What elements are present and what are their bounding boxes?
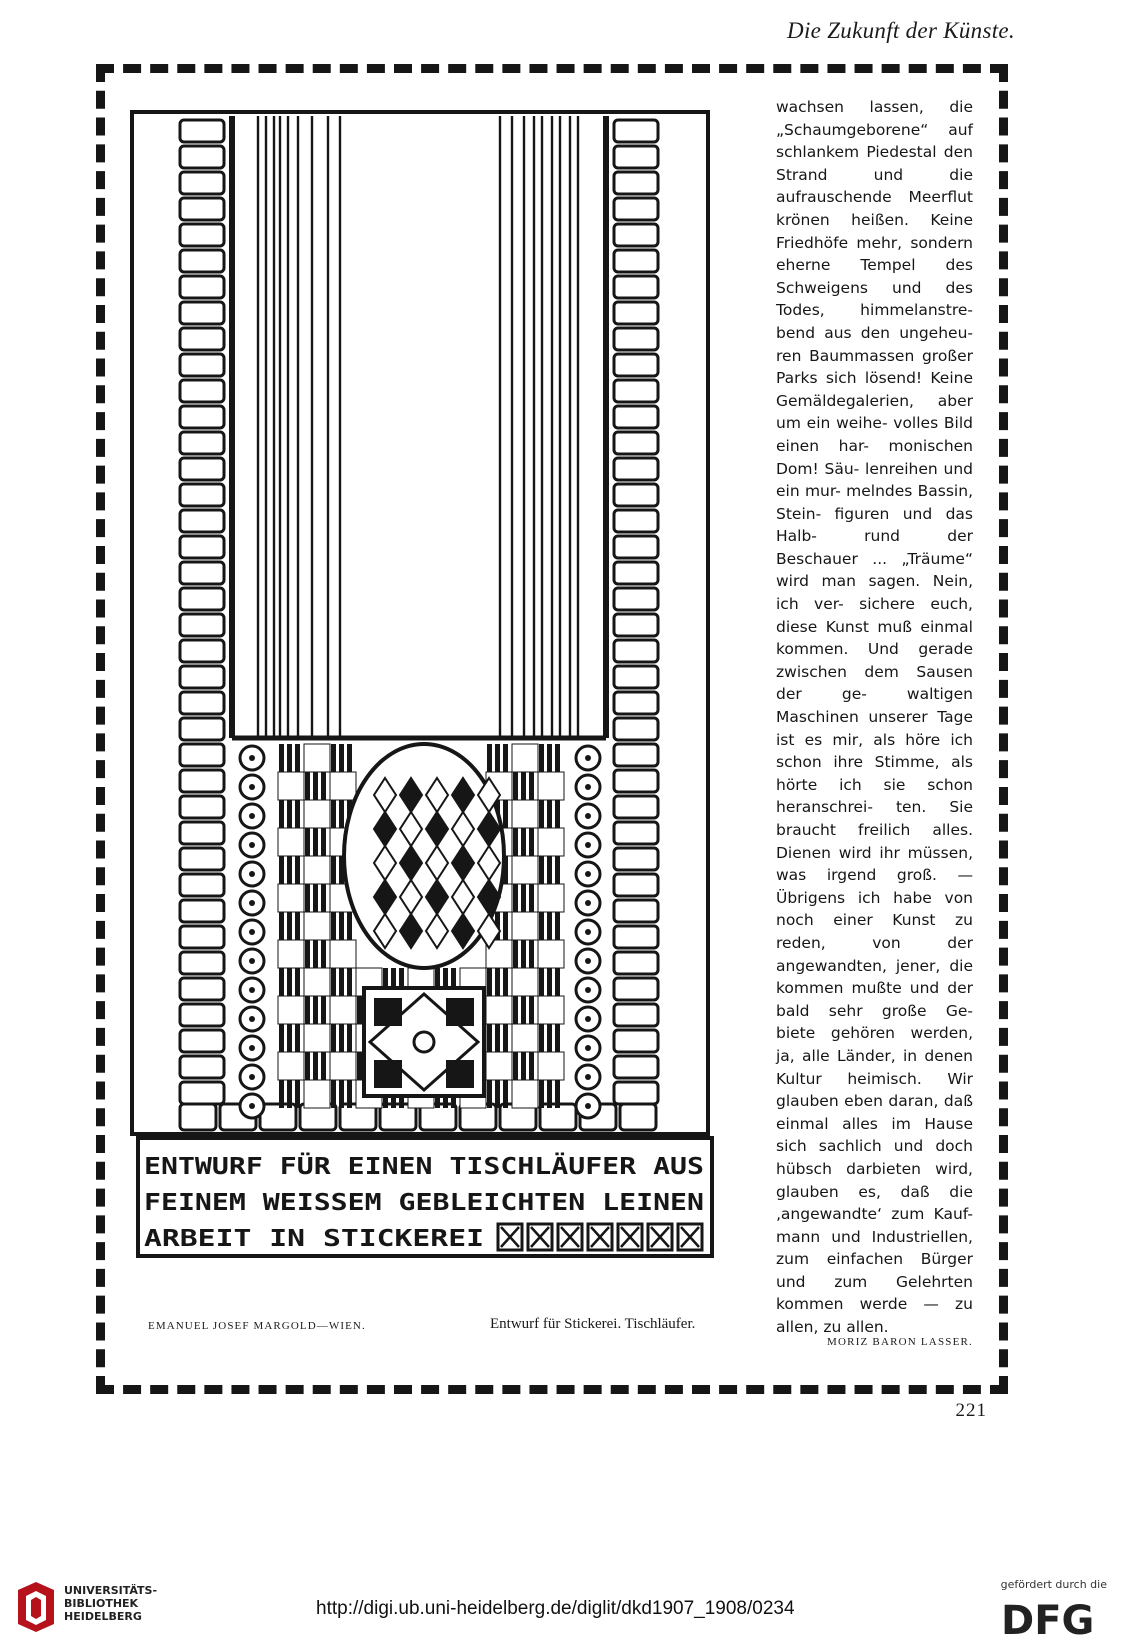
ornament-dot [249, 929, 255, 935]
chain-link [180, 354, 224, 376]
ornament-dot [585, 900, 591, 906]
chain-link [180, 458, 224, 480]
checker-stripe [339, 968, 344, 996]
ornament-dot [249, 755, 255, 761]
chain-link [614, 666, 658, 688]
checker-stripe [279, 800, 284, 828]
chain-link [180, 796, 224, 818]
checker-stripe [513, 828, 518, 856]
checker-cell [304, 800, 330, 828]
checker-stripe [529, 828, 534, 856]
checker-stripe [539, 744, 544, 772]
chain-link [180, 224, 224, 246]
checker-stripe [279, 968, 284, 996]
checker-stripe [295, 968, 300, 996]
checker-cell [278, 884, 304, 912]
checker-cell [538, 828, 564, 856]
ornament-dot [585, 1074, 591, 1080]
chain-link [180, 640, 224, 662]
chain-link [180, 432, 224, 454]
checker-stripe [487, 1080, 492, 1108]
checker-stripe [529, 996, 534, 1024]
checker-stripe [547, 744, 552, 772]
checker-cell [538, 996, 564, 1024]
chain-link [180, 718, 224, 740]
institution-line-3: HEIDELBERG [64, 1610, 142, 1623]
checker-stripe [313, 1052, 318, 1080]
checker-stripe [539, 968, 544, 996]
checker-stripe [555, 800, 560, 828]
chain-link [180, 1104, 216, 1130]
square-motif [364, 988, 484, 1096]
chain-link [614, 1056, 658, 1078]
chain-link [614, 952, 658, 974]
ornament-dot [249, 1045, 255, 1051]
checker-stripe [529, 940, 534, 968]
checker-cell [278, 1052, 304, 1080]
ornament-dot [249, 900, 255, 906]
chain-link [180, 328, 224, 350]
checker-stripe [313, 772, 318, 800]
lettering-ornaments [498, 1224, 702, 1250]
checker-stripe [547, 800, 552, 828]
checker-stripe [503, 744, 508, 772]
motif-block [374, 1060, 402, 1088]
checker-stripe [305, 940, 310, 968]
checker-stripe [287, 856, 292, 884]
ornament-dot [249, 784, 255, 790]
chain-link [180, 1004, 224, 1026]
checker-cell [304, 1080, 330, 1108]
checker-stripe [521, 772, 526, 800]
checker-stripe [287, 912, 292, 940]
chain-link [614, 640, 658, 662]
checker-stripe [495, 744, 500, 772]
right-chain-border [606, 116, 658, 1104]
checker-stripe [547, 1080, 552, 1108]
checker-stripe [331, 912, 336, 940]
chain-link [180, 406, 224, 428]
checker-stripe [539, 856, 544, 884]
university-library-logo [14, 1580, 58, 1634]
checker-stripe [487, 1024, 492, 1052]
checker-cell [304, 968, 330, 996]
checker-stripe [513, 940, 518, 968]
checker-stripe [305, 996, 310, 1024]
checker-stripe [547, 968, 552, 996]
chain-link [180, 1056, 224, 1078]
chain-link [614, 302, 658, 324]
chain-link [180, 614, 224, 636]
checker-stripe [339, 1024, 344, 1052]
dfg-logo-text: DFG [1001, 1598, 1095, 1638]
chain-link [180, 848, 224, 870]
chain-link [180, 484, 224, 506]
checker-stripe [539, 800, 544, 828]
vertical-stripes [232, 116, 606, 740]
article-paragraph: wachsen lassen, die „Schaumgeborene“ auf schlankem Piedestal den Strand und die aufrauschende Meerflut krönen heißen. Keine Friedhöfe mehr, sondern eherne Tempel des Schweigens und des Todes, himmelanstre- bend aus den ungeheu- ren Baummassen großer Parks sich lösend! Keine Gemäldegalerien, aber um ein weihe- volles Bild einen har- monischen Dom! Säu- lenreihen und ein mur- melndes Bassin, Stein- figuren und das Halb- rund der Beschauer ... „Träume“ wird man sagen. Nein, ich ver- sichere euch, diese Kunst muß einmal kommen. Und gerade zwischen dem Sausen der ge- waltigen Maschinen unserer Tage ist es mir, als höre ich schon ihre Stimme, als hörte ich sie schon heranschrei- ten. Sie braucht freilich alles. Dienen wird ihr müssen, was irgend groß. — Übrigens ich habe von noch einer Kunst zu reden, von der angewandten, jener, die kommen mußte und der bald sehr große Ge- biete gehören werden, ja, alle Länder, in denen Kultur heimisch. Wir glauben eben daran, daß einmal alles im Hause sich sachlich und doch hübsch darbieten wird, glauben es, daß die ‚angewandte‘ zum Kauf- mann und Industriellen, zum einfachen Bürger und zum Gelehrten kommen werde — zu allen, zu allen. [776, 98, 973, 1337]
checker-stripe [279, 1080, 284, 1108]
chain-link [180, 978, 224, 1000]
checker-stripe [321, 1052, 326, 1080]
chain-link [614, 250, 658, 272]
checker-stripe [305, 1052, 310, 1080]
checker-stripe [495, 1080, 500, 1108]
checker-cell [486, 1052, 512, 1080]
motif-block [374, 998, 402, 1026]
chain-link [180, 120, 224, 142]
checker-cell [512, 744, 538, 772]
chain-link [180, 900, 224, 922]
institution-line-2: BIBLIOTHEK [64, 1597, 139, 1610]
checker-cell [304, 856, 330, 884]
checker-cell [304, 912, 330, 940]
embroidery-design-illustration [128, 108, 760, 1308]
article-author: MORIZ BARON LASSER. [827, 1336, 973, 1348]
embroidered-line-1: ENTWURF FÜR EINEN TISCHLÄUFER AUS [144, 1154, 601, 1180]
checker-stripe [555, 968, 560, 996]
checker-stripe [331, 968, 336, 996]
checker-stripe [555, 856, 560, 884]
checker-cell [538, 772, 564, 800]
checker-cell [512, 912, 538, 940]
chain-link [614, 562, 658, 584]
funder-label: gefördert durch die [1000, 1578, 1107, 1591]
chain-link [614, 172, 658, 194]
checker-cell [278, 772, 304, 800]
checker-stripe [295, 1024, 300, 1052]
checker-stripe [339, 1080, 344, 1108]
chain-link [614, 614, 658, 636]
checker-cell [512, 856, 538, 884]
checker-stripe [287, 744, 292, 772]
ornament-dot [585, 1103, 591, 1109]
checker-stripe [287, 968, 292, 996]
checker-stripe [547, 856, 552, 884]
checker-stripe [339, 912, 344, 940]
checker-stripe [487, 968, 492, 996]
chain-link [614, 484, 658, 506]
checker-stripe [521, 1052, 526, 1080]
chain-link [614, 146, 658, 168]
checker-stripe [347, 912, 352, 940]
running-title: Die Zukunft der Künste. [787, 18, 1015, 43]
checker-cell [538, 1052, 564, 1080]
chain-link [614, 328, 658, 350]
chain-link [614, 224, 658, 246]
checker-stripe [357, 1052, 362, 1080]
checker-stripe [279, 856, 284, 884]
checker-stripe [357, 996, 362, 1024]
checker-cell [512, 800, 538, 828]
institution-line-1: UNIVERSITÄTS- [64, 1584, 158, 1597]
chain-link [180, 1030, 224, 1052]
checker-cell [304, 744, 330, 772]
ornament-dot [585, 755, 591, 761]
checker-stripe [513, 1052, 518, 1080]
chain-link [180, 666, 224, 688]
checker-cell [512, 1024, 538, 1052]
checker-stripe [331, 1024, 336, 1052]
ornament-dot [585, 842, 591, 848]
checker-stripe [339, 744, 344, 772]
checker-stripe [503, 1024, 508, 1052]
checker-stripe [321, 996, 326, 1024]
checker-cell [330, 1052, 356, 1080]
checker-stripe [521, 940, 526, 968]
checker-stripe [513, 884, 518, 912]
chain-link [180, 276, 224, 298]
checker-stripe [347, 1080, 352, 1108]
checker-stripe [279, 912, 284, 940]
checker-stripe [305, 884, 310, 912]
chain-link [614, 874, 658, 896]
chain-link [614, 588, 658, 610]
figure-caption-artist: EMANUEL JOSEF MARGOLD—WIEN. [148, 1320, 366, 1332]
checker-stripe [287, 800, 292, 828]
checker-stripe [521, 884, 526, 912]
ornament-dot [585, 871, 591, 877]
checker-stripe [503, 1080, 508, 1108]
checker-stripe [555, 1024, 560, 1052]
chain-link [614, 1030, 658, 1052]
checker-stripe [295, 800, 300, 828]
ornament-dot [585, 813, 591, 819]
ornament-dot [585, 1016, 591, 1022]
checker-stripe [521, 828, 526, 856]
embroidered-line-2: FEINEM WEISSEM GEBLEICHTEN LEINEN [144, 1190, 704, 1216]
chain-link [614, 536, 658, 558]
checker-stripe [521, 996, 526, 1024]
checker-cell [330, 940, 356, 968]
checker-stripe [295, 1080, 300, 1108]
chain-link [614, 354, 658, 376]
checker-stripe [321, 940, 326, 968]
checker-stripe [539, 1080, 544, 1108]
checker-stripe [331, 800, 336, 828]
ornament-dot [249, 1016, 255, 1022]
chain-link [614, 744, 658, 766]
checker-stripe [555, 1080, 560, 1108]
checker-stripe [279, 744, 284, 772]
chain-link [614, 120, 658, 142]
chain-link [180, 744, 224, 766]
checker-cell [330, 996, 356, 1024]
chain-link [614, 770, 658, 792]
oval-medallion [344, 744, 504, 968]
dfg-logo [997, 1598, 1109, 1638]
checker-cell [512, 1080, 538, 1108]
checker-cell [486, 996, 512, 1024]
checker-stripe [529, 772, 534, 800]
ornament-dot [249, 813, 255, 819]
checker-stripe [313, 828, 318, 856]
chain-link [180, 250, 224, 272]
figure-caption-title: Entwurf für Stickerei. Tischläufer. [490, 1316, 696, 1332]
checker-stripe [529, 1052, 534, 1080]
university-library-name [64, 1584, 157, 1623]
chain-link [614, 276, 658, 298]
checker-stripe [487, 744, 492, 772]
embroidered-lettering-band [138, 1138, 712, 1256]
checker-stripe [503, 968, 508, 996]
chain-link [180, 874, 224, 896]
ornament-dot [585, 1045, 591, 1051]
chain-link [614, 796, 658, 818]
checker-stripe [529, 884, 534, 912]
chain-link [614, 978, 658, 1000]
checker-cell [538, 940, 564, 968]
ornament-dot [585, 987, 591, 993]
chain-link [614, 1082, 658, 1104]
checker-stripe [495, 968, 500, 996]
checker-stripe [331, 1080, 336, 1108]
checker-stripe [547, 912, 552, 940]
checker-stripe [313, 940, 318, 968]
chain-link [614, 718, 658, 740]
ornament-dot [249, 871, 255, 877]
checker-cell [278, 996, 304, 1024]
ornament-dot [249, 1074, 255, 1080]
chain-link [614, 406, 658, 428]
chain-link [180, 692, 224, 714]
page-number: 221 [955, 1400, 987, 1421]
chain-link [180, 588, 224, 610]
checker-stripe [305, 772, 310, 800]
checker-stripe [503, 912, 508, 940]
chain-link [620, 1104, 656, 1130]
digitization-footer [0, 1560, 1121, 1652]
checker-cell [278, 940, 304, 968]
article-text-column [776, 96, 973, 1339]
chain-link [180, 510, 224, 532]
chain-link [614, 198, 658, 220]
chain-link [180, 926, 224, 948]
permalink-url[interactable]: http://digi.ub.uni-heidelberg.de/diglit/dkd1907_1908/0234 [316, 1598, 795, 1619]
chain-link [614, 900, 658, 922]
checker-stripe [321, 884, 326, 912]
ornament-dot [249, 1103, 255, 1109]
chain-link [180, 822, 224, 844]
chain-link [180, 562, 224, 584]
chain-link [180, 302, 224, 324]
chain-link [180, 146, 224, 168]
checker-stripe [295, 856, 300, 884]
chain-link [180, 536, 224, 558]
chain-link [614, 926, 658, 948]
chain-link [614, 848, 658, 870]
checker-stripe [321, 772, 326, 800]
ornament-dot [249, 987, 255, 993]
checker-stripe [347, 744, 352, 772]
checker-stripe [313, 884, 318, 912]
ornament-dot [585, 784, 591, 790]
checker-cell [330, 772, 356, 800]
checker-stripe [539, 1024, 544, 1052]
chain-link [180, 770, 224, 792]
checker-stripe [339, 800, 344, 828]
checker-stripe [331, 856, 336, 884]
chain-link [180, 198, 224, 220]
checker-stripe [287, 1080, 292, 1108]
checker-stripe [539, 912, 544, 940]
checker-stripe [347, 1024, 352, 1052]
motif-center [414, 1032, 434, 1052]
motif-block [446, 1060, 474, 1088]
checker-stripe [513, 772, 518, 800]
chain-link [614, 510, 658, 532]
chain-link [614, 1004, 658, 1026]
chain-link [180, 380, 224, 402]
checker-cell [512, 968, 538, 996]
checker-stripe [295, 744, 300, 772]
embroidered-line-3: ARBEIT IN STICKEREI [144, 1226, 484, 1252]
ornament-dot [249, 842, 255, 848]
chain-link [614, 432, 658, 454]
checker-stripe [503, 800, 508, 828]
checker-stripe [555, 912, 560, 940]
checker-stripe [321, 828, 326, 856]
checker-stripe [495, 1024, 500, 1052]
chain-link [614, 692, 658, 714]
checker-stripe [555, 744, 560, 772]
chain-link [180, 172, 224, 194]
ornament-dot [249, 958, 255, 964]
chain-link [180, 1082, 224, 1104]
ornament-dot [585, 929, 591, 935]
chain-link [180, 952, 224, 974]
checker-stripe [313, 996, 318, 1024]
chain-link [614, 458, 658, 480]
checker-stripe [547, 1024, 552, 1052]
checker-stripe [305, 828, 310, 856]
checker-stripe [331, 744, 336, 772]
motif-block [446, 998, 474, 1026]
checker-stripe [287, 1024, 292, 1052]
ornament-dot [585, 958, 591, 964]
checker-stripe [347, 968, 352, 996]
checker-stripe [279, 1024, 284, 1052]
checker-cell [304, 1024, 330, 1052]
embroidery-design-svg [128, 108, 760, 1308]
checker-stripe [513, 996, 518, 1024]
chain-link [614, 380, 658, 402]
checker-cell [538, 884, 564, 912]
chain-link [614, 822, 658, 844]
checker-cell [278, 828, 304, 856]
checker-stripe [295, 912, 300, 940]
